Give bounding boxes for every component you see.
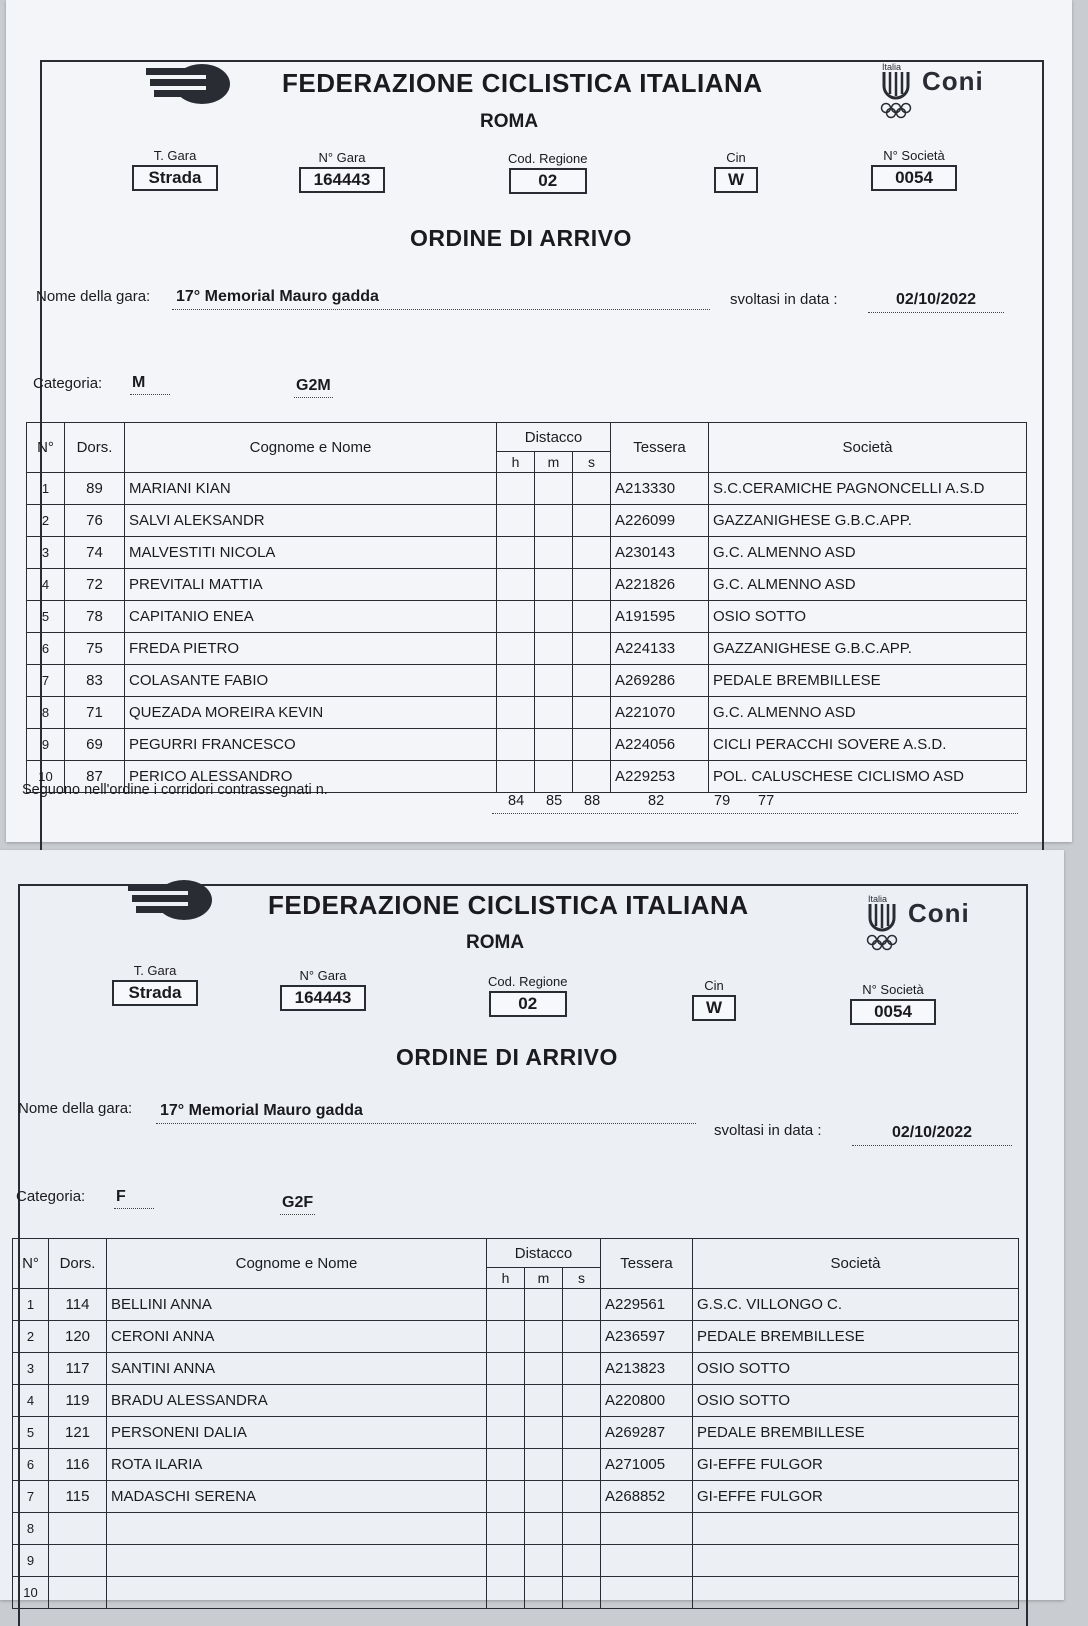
cell-distacco-m — [525, 1321, 563, 1353]
cell-distacco-h — [497, 537, 535, 569]
cell-distacco-s — [563, 1449, 601, 1481]
cell-position: 8 — [13, 1513, 49, 1545]
cell-distacco-h — [497, 665, 535, 697]
cell-license: A224133 — [611, 633, 709, 665]
cell-bib-number: 116 — [49, 1449, 107, 1481]
cell-distacco-s — [563, 1545, 601, 1577]
cell-team: GI-EFFE FULGOR — [693, 1449, 1019, 1481]
cell-bib-number: 69 — [65, 729, 125, 761]
date-label: svoltasi in data : — [714, 1122, 822, 1139]
cell-distacco-h — [497, 633, 535, 665]
race-name-label: Nome della gara: — [18, 1100, 133, 1117]
cell-rider-name: PERICO ALESSANDRO — [125, 761, 497, 793]
n-societa-value: 0054 — [871, 165, 957, 191]
col-h: h — [487, 1268, 525, 1289]
coni-text: Coni — [908, 898, 970, 928]
cell-team: PEDALE BREMBILLESE — [709, 665, 1027, 697]
cell-distacco-m — [525, 1385, 563, 1417]
table-row — [27, 537, 1027, 569]
cell-rider-name: QUEZADA MOREIRA KEVIN — [125, 697, 497, 729]
col-name: Cognome e Nome — [125, 423, 497, 473]
category-code: G2F — [280, 1194, 315, 1215]
cell-position: 9 — [13, 1545, 49, 1577]
category-sex: M — [130, 374, 170, 395]
cell-distacco-s — [563, 1353, 601, 1385]
fci-logo-icon — [144, 62, 232, 106]
cin-label: Cin — [726, 150, 746, 165]
cell-position: 6 — [13, 1449, 49, 1481]
cell-distacco-m — [535, 601, 573, 633]
n-gara-label: N° Gara — [299, 968, 347, 983]
result-sheet-g2f — [0, 850, 1064, 1600]
footer-number: 79 — [714, 793, 731, 809]
cell-team: S.C.CERAMICHE PAGNONCELLI A.S.D — [709, 473, 1027, 505]
race-name-label: Nome della gara: — [36, 288, 151, 305]
race-name-value: 17° Memorial Mauro gadda — [156, 1102, 696, 1124]
cell-team: GAZZANIGHESE G.B.C.APP. — [709, 505, 1027, 537]
cell-distacco-s — [563, 1321, 601, 1353]
table-row — [27, 633, 1027, 665]
cell-distacco-m — [535, 697, 573, 729]
cell-rider-name: ROTA ILARIA — [107, 1449, 487, 1481]
cell-rider-name: MARIANI KIAN — [125, 473, 497, 505]
cell-position: 8 — [27, 697, 65, 729]
cin-value: W — [714, 167, 758, 193]
cell-rider-name — [107, 1513, 487, 1545]
cell-distacco-m — [535, 665, 573, 697]
cell-bib-number: 75 — [65, 633, 125, 665]
cell-distacco-m — [535, 537, 573, 569]
footer-number: 77 — [758, 793, 775, 809]
cell-distacco-s — [573, 505, 611, 537]
cell-distacco-m — [525, 1417, 563, 1449]
cell-position: 3 — [13, 1353, 49, 1385]
cell-distacco-h — [487, 1545, 525, 1577]
cell-position: 9 — [27, 729, 65, 761]
cell-position: 5 — [13, 1417, 49, 1449]
cell-distacco-m — [535, 505, 573, 537]
cell-license: A221826 — [611, 569, 709, 601]
n-gara-value: 164443 — [299, 167, 385, 193]
field-cod-regione — [488, 974, 568, 1017]
cell-license: A269286 — [611, 665, 709, 697]
cell-rider-name: CAPITANIO ENEA — [125, 601, 497, 633]
field-t-gara — [112, 963, 198, 1006]
field-n-gara — [280, 968, 366, 1011]
cell-distacco-h — [487, 1513, 525, 1545]
col-distacco: Distacco — [497, 423, 611, 452]
cell-distacco-s — [573, 569, 611, 601]
cell-position: 10 — [27, 761, 65, 793]
cell-distacco-h — [497, 729, 535, 761]
cell-bib-number: 120 — [49, 1321, 107, 1353]
table-row — [27, 473, 1027, 505]
cell-team: G.S.C. VILLONGO C. — [693, 1289, 1019, 1321]
category-code: G2M — [294, 377, 333, 398]
table-row — [13, 1289, 1019, 1321]
results-table — [12, 1238, 1019, 1609]
cell-position: 1 — [13, 1289, 49, 1321]
cell-license: A213823 — [601, 1353, 693, 1385]
cell-distacco-h — [487, 1289, 525, 1321]
cell-distacco-h — [487, 1481, 525, 1513]
cell-distacco-s — [573, 665, 611, 697]
results-table — [26, 422, 1027, 793]
cell-team: OSIO SOTTO — [693, 1353, 1019, 1385]
cell-distacco-s — [573, 601, 611, 633]
cell-team: GI-EFFE FULGOR — [693, 1481, 1019, 1513]
cod-regione-label: Cod. Regione — [488, 974, 568, 989]
col-name: Cognome e Nome — [107, 1239, 487, 1289]
t-gara-value: Strada — [132, 165, 218, 191]
cell-license: A220800 — [601, 1385, 693, 1417]
table-header — [13, 1239, 1019, 1268]
cell-rider-name: MADASCHI SERENA — [107, 1481, 487, 1513]
cell-position: 7 — [13, 1481, 49, 1513]
federation-title: FEDERAZIONE CICLISTICA ITALIANA — [282, 68, 763, 98]
cell-team: G.C. ALMENNO ASD — [709, 697, 1027, 729]
cell-license: A226099 — [611, 505, 709, 537]
cell-team: G.C. ALMENNO ASD — [709, 537, 1027, 569]
footer-number: 85 — [546, 793, 563, 809]
cell-team: G.C. ALMENNO ASD — [709, 569, 1027, 601]
field-n-gara — [299, 150, 385, 193]
coni-small-text: Italia — [868, 894, 888, 904]
cell-distacco-h — [497, 601, 535, 633]
field-n-societa — [850, 982, 936, 1025]
date-label: svoltasi in data : — [730, 291, 838, 308]
cell-position: 4 — [27, 569, 65, 601]
cell-rider-name: SANTINI ANNA — [107, 1353, 487, 1385]
col-tessera: Tessera — [601, 1239, 693, 1289]
cell-distacco-h — [487, 1385, 525, 1417]
order-title: ORDINE DI ARRIVO — [410, 225, 632, 251]
cell-license: A268852 — [601, 1481, 693, 1513]
cell-bib-number: 76 — [65, 505, 125, 537]
t-gara-label: T. Gara — [153, 148, 197, 163]
cell-rider-name: MALVESTITI NICOLA — [125, 537, 497, 569]
cell-distacco-m — [525, 1289, 563, 1321]
cell-distacco-m — [525, 1577, 563, 1609]
cell-distacco-m — [525, 1513, 563, 1545]
cell-team: GAZZANIGHESE G.B.C.APP. — [709, 633, 1027, 665]
cod-regione-label: Cod. Regione — [508, 151, 588, 166]
result-sheet-g2m — [6, 0, 1072, 842]
cell-rider-name: CERONI ANNA — [107, 1321, 487, 1353]
cell-bib-number: 87 — [65, 761, 125, 793]
field-cin — [692, 978, 736, 1021]
coni-olympic-rings-icon — [862, 892, 982, 952]
cell-distacco-s — [563, 1385, 601, 1417]
cell-distacco-m — [535, 473, 573, 505]
col-n: N° — [27, 423, 65, 473]
cell-distacco-s — [563, 1417, 601, 1449]
cell-license: A269287 — [601, 1417, 693, 1449]
cell-license: A191595 — [611, 601, 709, 633]
t-gara-value: Strada — [112, 980, 198, 1006]
cell-bib-number: 71 — [65, 697, 125, 729]
n-societa-label: N° Società — [862, 982, 924, 997]
cell-distacco-m — [525, 1481, 563, 1513]
cell-distacco-m — [525, 1353, 563, 1385]
cell-distacco-m — [535, 761, 573, 793]
category-label: Categoria: — [16, 1188, 86, 1205]
cell-bib-number: 78 — [65, 601, 125, 633]
cell-bib-number — [49, 1577, 107, 1609]
cell-distacco-m — [535, 633, 573, 665]
col-h: h — [497, 452, 535, 473]
cell-license — [601, 1545, 693, 1577]
n-societa-value: 0054 — [850, 999, 936, 1025]
cell-distacco-s — [573, 697, 611, 729]
cell-distacco-h — [487, 1321, 525, 1353]
col-dors: Dors. — [65, 423, 125, 473]
col-m: m — [535, 452, 573, 473]
col-s: s — [563, 1268, 601, 1289]
table-row — [27, 665, 1027, 697]
cell-license: A230143 — [611, 537, 709, 569]
coni-olympic-rings-icon — [876, 60, 996, 120]
cell-team — [693, 1513, 1019, 1545]
cell-distacco-h — [487, 1353, 525, 1385]
cell-bib-number: 72 — [65, 569, 125, 601]
cell-license: A229561 — [601, 1289, 693, 1321]
table-row — [13, 1385, 1019, 1417]
table-row — [27, 505, 1027, 537]
t-gara-label: T. Gara — [133, 963, 177, 978]
federation-title: FEDERAZIONE CICLISTICA ITALIANA — [268, 890, 749, 920]
cell-distacco-s — [563, 1513, 601, 1545]
cell-distacco-s — [573, 729, 611, 761]
table-row — [13, 1513, 1019, 1545]
cell-distacco-h — [487, 1417, 525, 1449]
cell-position: 3 — [27, 537, 65, 569]
category-sex: F — [114, 1188, 154, 1209]
field-cod-regione — [508, 151, 588, 194]
cell-distacco-s — [573, 537, 611, 569]
cin-label: Cin — [704, 978, 724, 993]
cell-team: PEDALE BREMBILLESE — [693, 1417, 1019, 1449]
table-row — [13, 1321, 1019, 1353]
cell-rider-name: BELLINI ANNA — [107, 1289, 487, 1321]
cell-bib-number: 89 — [65, 473, 125, 505]
cell-team: CICLI PERACCHI SOVERE A.S.D. — [709, 729, 1027, 761]
col-societa: Società — [709, 423, 1027, 473]
cell-position: 6 — [27, 633, 65, 665]
cell-bib-number: 119 — [49, 1385, 107, 1417]
cell-team: PEDALE BREMBILLESE — [693, 1321, 1019, 1353]
table-row — [13, 1481, 1019, 1513]
cell-position: 5 — [27, 601, 65, 633]
cell-distacco-s — [563, 1289, 601, 1321]
cin-value: W — [692, 995, 736, 1021]
cell-license: A229253 — [611, 761, 709, 793]
cell-distacco-s — [573, 633, 611, 665]
col-n: N° — [13, 1239, 49, 1289]
cell-license — [601, 1577, 693, 1609]
cell-distacco-h — [497, 505, 535, 537]
table-row — [13, 1353, 1019, 1385]
col-tessera: Tessera — [611, 423, 709, 473]
col-dors: Dors. — [49, 1239, 107, 1289]
field-t-gara — [132, 148, 218, 191]
cell-position: 7 — [27, 665, 65, 697]
cell-distacco-s — [573, 761, 611, 793]
cell-distacco-h — [497, 569, 535, 601]
cell-bib-number: 83 — [65, 665, 125, 697]
table-header — [27, 423, 1027, 452]
cell-license — [601, 1513, 693, 1545]
coni-small-text: Italia — [882, 62, 902, 72]
cell-rider-name: BRADU ALESSANDRA — [107, 1385, 487, 1417]
cell-distacco-h — [497, 697, 535, 729]
cell-rider-name: PREVITALI MATTIA — [125, 569, 497, 601]
table-row — [27, 601, 1027, 633]
footer-number: 88 — [584, 793, 601, 809]
table-row — [13, 1545, 1019, 1577]
cell-distacco-m — [535, 729, 573, 761]
cell-position: 10 — [13, 1577, 49, 1609]
footer-numbers — [492, 793, 1018, 814]
n-societa-label: N° Società — [883, 148, 945, 163]
cod-regione-value: 02 — [489, 991, 567, 1017]
cell-rider-name: FREDA PIETRO — [125, 633, 497, 665]
footer-label: Seguono nell'ordine i corridori contrassegnati n. — [22, 782, 328, 798]
federation-city: ROMA — [466, 932, 525, 953]
cell-license: A271005 — [601, 1449, 693, 1481]
cell-license: A221070 — [611, 697, 709, 729]
coni-text: Coni — [922, 66, 984, 96]
cell-team — [693, 1545, 1019, 1577]
cell-license: A224056 — [611, 729, 709, 761]
cell-license: A236597 — [601, 1321, 693, 1353]
cell-distacco-m — [535, 569, 573, 601]
cell-distacco-s — [563, 1577, 601, 1609]
cell-bib-number — [49, 1545, 107, 1577]
cell-rider-name: PEGURRI FRANCESCO — [125, 729, 497, 761]
cell-distacco-m — [525, 1449, 563, 1481]
footer-number: 82 — [648, 793, 665, 809]
cell-bib-number: 114 — [49, 1289, 107, 1321]
race-name-value: 17° Memorial Mauro gadda — [172, 288, 710, 310]
date-value: 02/10/2022 — [868, 291, 1004, 313]
cell-distacco-s — [563, 1481, 601, 1513]
cod-regione-value: 02 — [509, 168, 587, 194]
field-cin — [714, 150, 758, 193]
cell-distacco-h — [487, 1449, 525, 1481]
cell-rider-name — [107, 1545, 487, 1577]
cell-bib-number: 117 — [49, 1353, 107, 1385]
table-row — [13, 1449, 1019, 1481]
federation-city: ROMA — [480, 111, 539, 132]
order-title: ORDINE DI ARRIVO — [396, 1044, 618, 1070]
cell-license: A213330 — [611, 473, 709, 505]
fci-logo-icon — [126, 878, 214, 922]
col-societa: Società — [693, 1239, 1019, 1289]
table-row — [27, 729, 1027, 761]
cell-distacco-h — [487, 1577, 525, 1609]
cell-bib-number: 121 — [49, 1417, 107, 1449]
cell-position: 4 — [13, 1385, 49, 1417]
n-gara-value: 164443 — [280, 985, 366, 1011]
cell-bib-number: 74 — [65, 537, 125, 569]
cell-team: OSIO SOTTO — [693, 1385, 1019, 1417]
table-row — [13, 1417, 1019, 1449]
cell-team: POL. CALUSCHESE CICLISMO ASD — [709, 761, 1027, 793]
cell-team: OSIO SOTTO — [709, 601, 1027, 633]
cell-distacco-m — [525, 1545, 563, 1577]
cell-rider-name: PERSONENI DALIA — [107, 1417, 487, 1449]
field-n-societa — [871, 148, 957, 191]
cell-distacco-s — [573, 473, 611, 505]
cell-position: 2 — [27, 505, 65, 537]
footer-number: 84 — [508, 793, 525, 809]
cell-position: 2 — [13, 1321, 49, 1353]
col-m: m — [525, 1268, 563, 1289]
cell-rider-name: COLASANTE FABIO — [125, 665, 497, 697]
cell-bib-number: 115 — [49, 1481, 107, 1513]
table-row — [27, 569, 1027, 601]
cell-distacco-h — [497, 761, 535, 793]
date-value: 02/10/2022 — [852, 1124, 1012, 1146]
cell-rider-name: SALVI ALEKSANDR — [125, 505, 497, 537]
n-gara-label: N° Gara — [318, 150, 366, 165]
table-row — [13, 1577, 1019, 1609]
cell-rider-name — [107, 1577, 487, 1609]
cell-bib-number — [49, 1513, 107, 1545]
cell-team — [693, 1577, 1019, 1609]
category-label: Categoria: — [33, 375, 103, 392]
col-s: s — [573, 452, 611, 473]
cell-distacco-h — [497, 473, 535, 505]
col-distacco: Distacco — [487, 1239, 601, 1268]
cell-position: 1 — [27, 473, 65, 505]
table-row — [27, 697, 1027, 729]
